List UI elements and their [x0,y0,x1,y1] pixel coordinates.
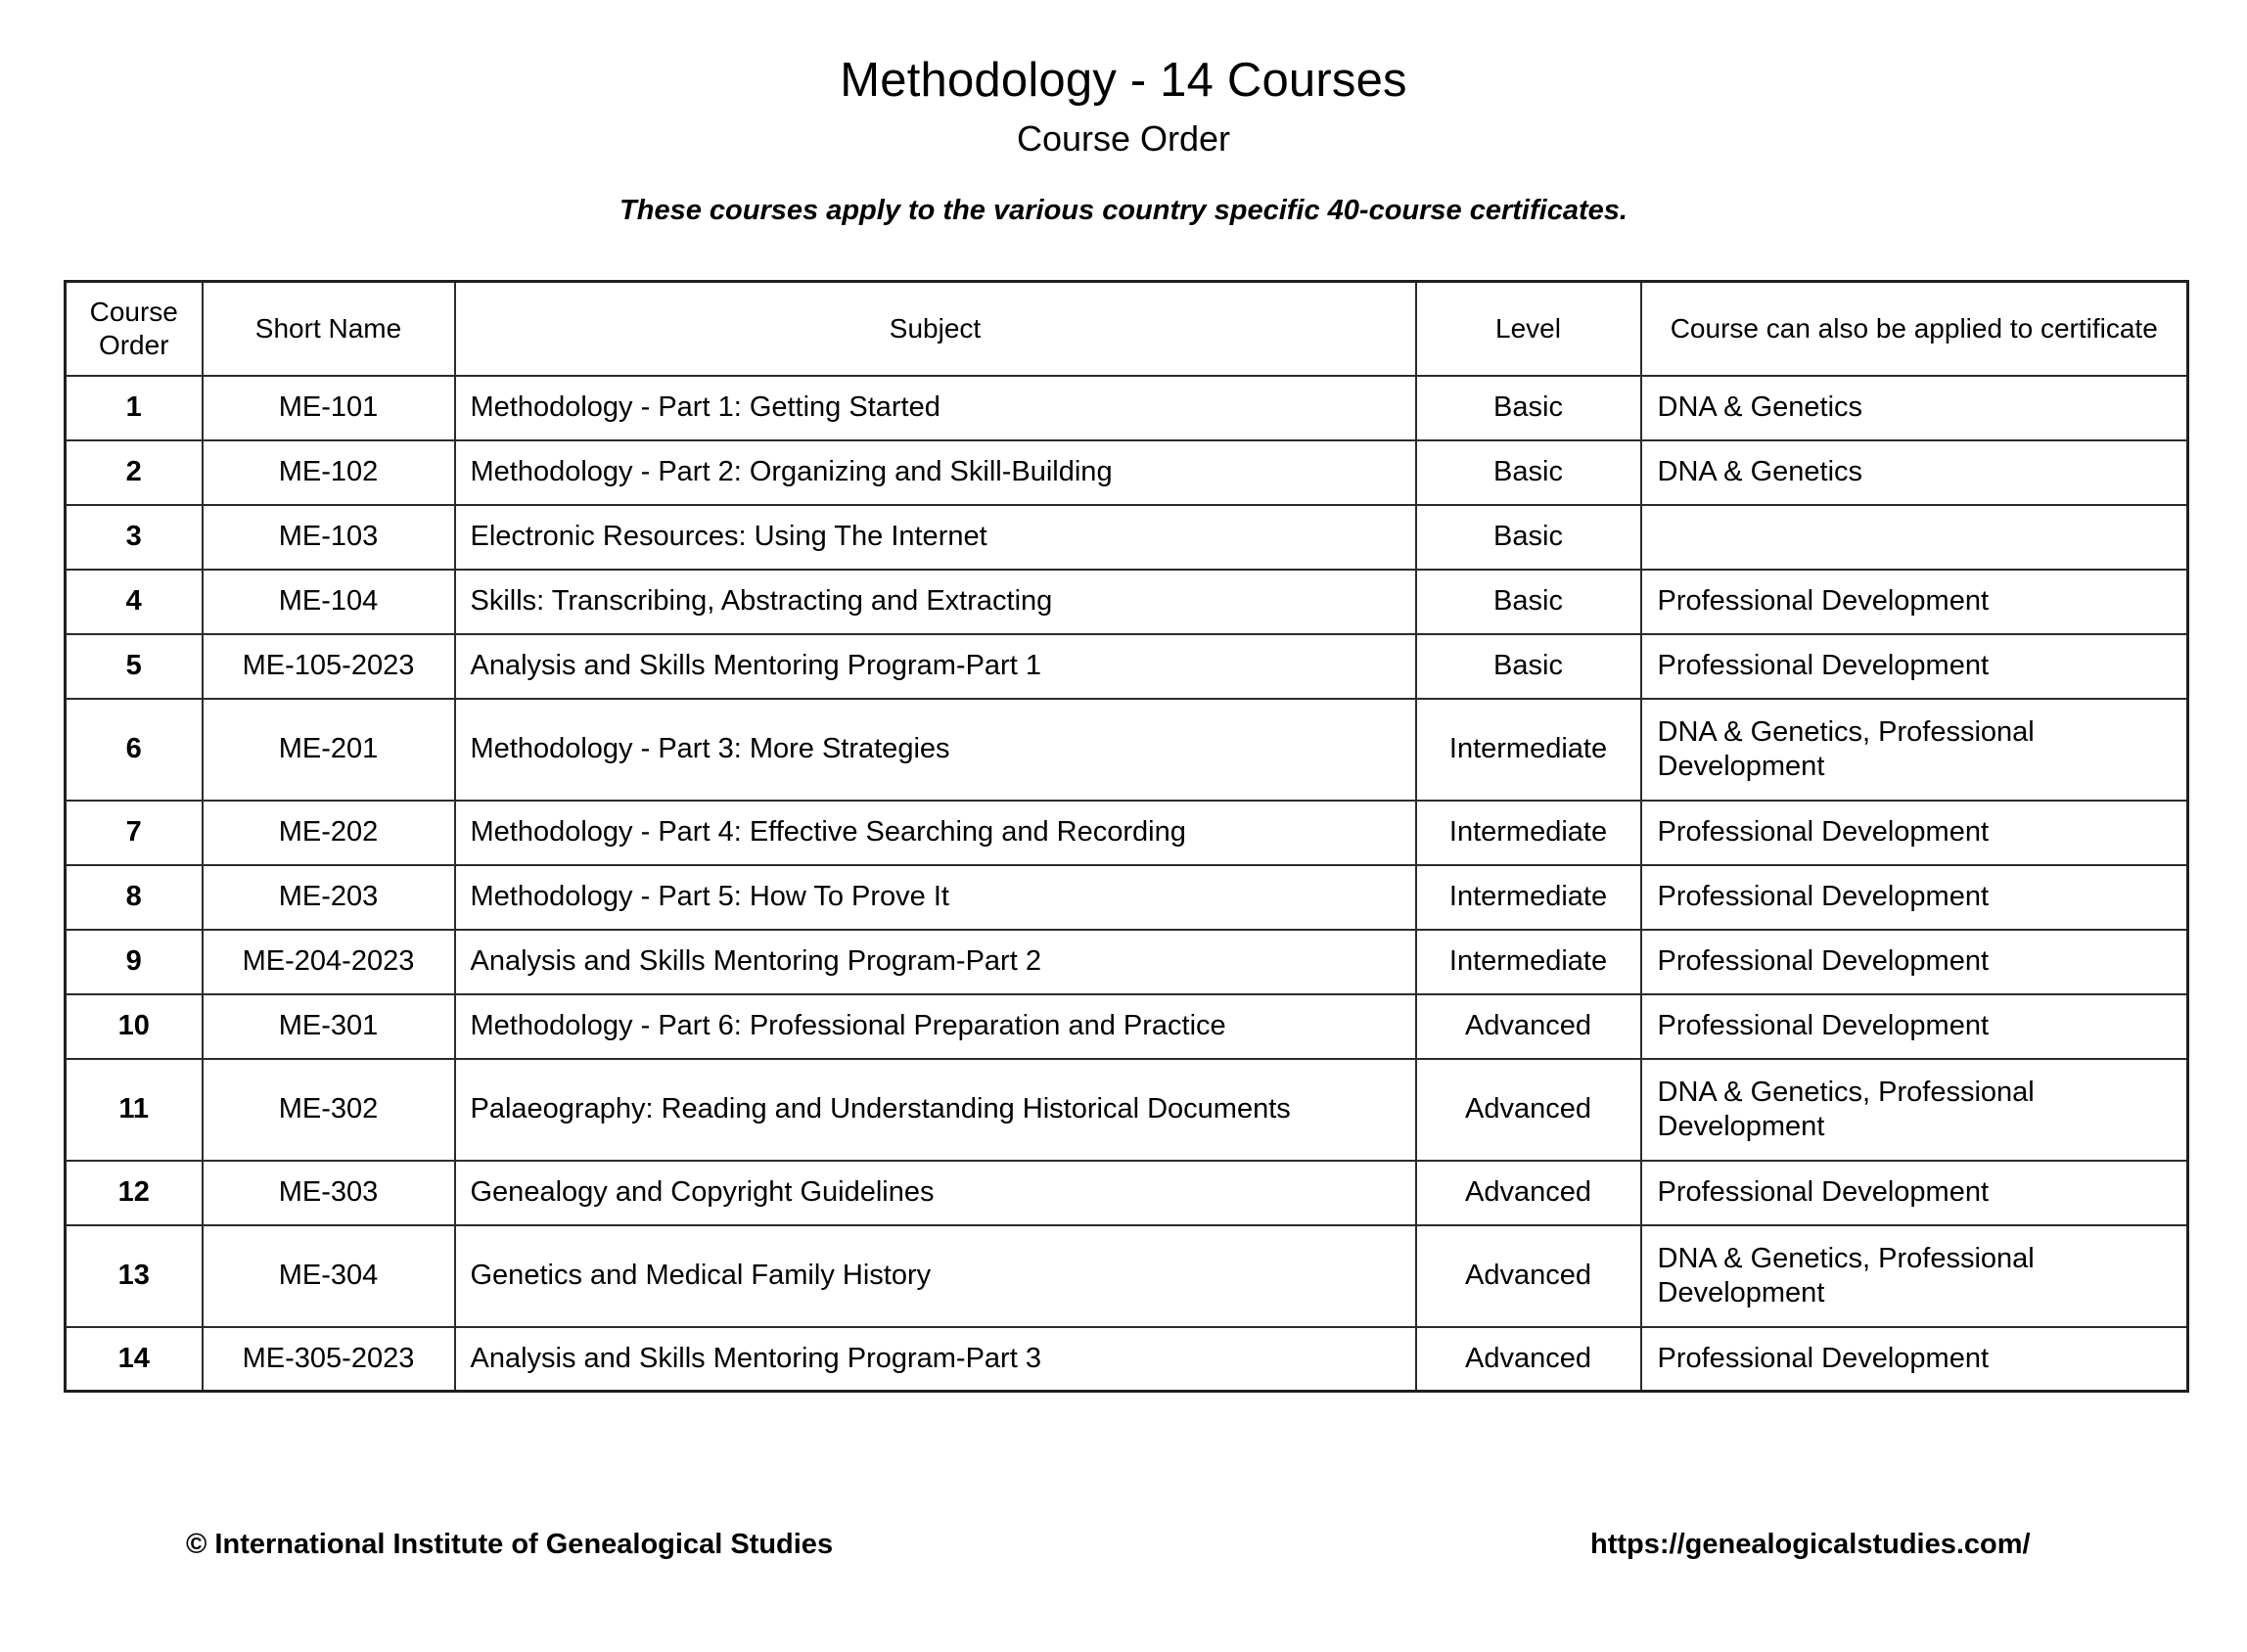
cell-subject: Analysis and Skills Mentoring Program-Part 1 [455,634,1416,699]
table-row [66,1225,2188,1327]
table-row [66,1161,2188,1225]
cell-short-name: ME-101 [203,376,455,440]
table-row [66,865,2188,930]
cell-level: Intermediate [1416,801,1641,865]
cell-course-order: 2 [66,440,203,505]
cell-subject: Methodology - Part 2: Organizing and Skill-Building [455,440,1416,505]
cell-certificate: Professional Development [1641,1161,2188,1225]
page-footer [0,1529,2247,1587]
cell-certificate: DNA & Genetics, Professional Development [1641,1059,2188,1161]
cell-level: Advanced [1416,1327,1641,1392]
cell-short-name: ME-103 [203,505,455,570]
cell-level: Intermediate [1416,930,1641,994]
page-title: Methodology - 14 Courses [840,54,1407,107]
cell-subject: Methodology - Part 6: Professional Preparation and Practice [455,994,1416,1059]
cell-certificate: DNA & Genetics, Professional Development [1641,699,2188,801]
cell-course-order: 14 [66,1327,203,1392]
page-subtitle: Course Order [1016,118,1231,160]
cell-subject: Methodology - Part 5: How To Prove It [455,865,1416,930]
cell-short-name: ME-102 [203,440,455,505]
cell-level: Basic [1416,376,1641,440]
heading-block [0,0,2247,227]
cell-subject: Methodology - Part 4: Effective Searching and Recording [455,801,1416,865]
cell-certificate: Professional Development [1641,801,2188,865]
column-header-certificate: Course can also be applied to certificate [1641,282,2188,376]
cell-certificate [1641,505,2188,570]
cell-course-order: 6 [66,699,203,801]
cell-short-name: ME-302 [203,1059,455,1161]
cell-course-order: 10 [66,994,203,1059]
cell-level: Advanced [1416,994,1641,1059]
table-header [66,282,2188,376]
cell-short-name: ME-204-2023 [203,930,455,994]
cell-course-order: 13 [66,1225,203,1327]
cell-short-name: ME-202 [203,801,455,865]
cell-short-name: ME-105-2023 [203,634,455,699]
cell-course-order: 12 [66,1161,203,1225]
course-table [64,280,2189,1393]
table-row [66,440,2188,505]
cell-certificate: DNA & Genetics [1641,376,2188,440]
cell-short-name: ME-203 [203,865,455,930]
cell-course-order: 7 [66,801,203,865]
cell-level: Advanced [1416,1225,1641,1327]
cell-subject: Methodology - Part 3: More Strategies [455,699,1416,801]
table-row [66,376,2188,440]
cell-level: Basic [1416,570,1641,634]
cell-course-order: 9 [66,930,203,994]
column-header-short-name: Short Name [203,282,455,376]
cell-course-order: 1 [66,376,203,440]
cell-subject: Electronic Resources: Using The Internet [455,505,1416,570]
table-row [66,634,2188,699]
table-row [66,801,2188,865]
cell-level: Basic [1416,505,1641,570]
cell-course-order: 11 [66,1059,203,1161]
table-row [66,994,2188,1059]
column-header-subject: Subject [455,282,1416,376]
cell-short-name: ME-303 [203,1161,455,1225]
column-header-level: Level [1416,282,1641,376]
cell-level: Advanced [1416,1059,1641,1161]
table-row [66,570,2188,634]
cell-level: Intermediate [1416,865,1641,930]
cell-course-order: 4 [66,570,203,634]
course-table-container [64,280,2188,1393]
table-row [66,930,2188,994]
table-row [66,505,2188,570]
table-body [66,376,2188,1392]
cell-certificate: Professional Development [1641,994,2188,1059]
cell-short-name: ME-104 [203,570,455,634]
cell-subject: Genetics and Medical Family History [455,1225,1416,1327]
column-header-course-order: Course Order [66,282,203,376]
footer-copyright: © International Institute of Genealogical Studies [186,1529,834,1560]
cell-subject: Genealogy and Copyright Guidelines [455,1161,1416,1225]
table-row [66,1327,2188,1392]
cell-level: Advanced [1416,1161,1641,1225]
cell-course-order: 5 [66,634,203,699]
cell-short-name: ME-301 [203,994,455,1059]
cell-certificate: DNA & Genetics, Professional Development [1641,1225,2188,1327]
cell-certificate: Professional Development [1641,930,2188,994]
cell-certificate: DNA & Genetics [1641,440,2188,505]
cell-certificate: Professional Development [1641,865,2188,930]
cell-certificate: Professional Development [1641,1327,2188,1392]
cell-certificate: Professional Development [1641,570,2188,634]
cell-short-name: ME-201 [203,699,455,801]
table-row [66,699,2188,801]
cell-subject: Palaeography: Reading and Understanding Historical Documents [455,1059,1416,1161]
table-row [66,1059,2188,1161]
footer-website: https://genealogicalstudies.com/ [1590,1529,2031,1560]
cell-subject: Skills: Transcribing, Abstracting and Extracting [455,570,1416,634]
cell-level: Intermediate [1416,699,1641,801]
cell-course-order: 3 [66,505,203,570]
cell-short-name: ME-304 [203,1225,455,1327]
cell-short-name: ME-305-2023 [203,1327,455,1392]
table-header-row [66,282,2188,376]
cell-subject: Analysis and Skills Mentoring Program-Part 3 [455,1327,1416,1392]
cell-subject: Methodology - Part 1: Getting Started [455,376,1416,440]
cell-certificate: Professional Development [1641,634,2188,699]
cell-level: Basic [1416,440,1641,505]
cell-subject: Analysis and Skills Mentoring Program-Part 2 [455,930,1416,994]
page-note: These courses apply to the various country specific 40-course certificates. [619,194,1628,226]
cell-course-order: 8 [66,865,203,930]
cell-level: Basic [1416,634,1641,699]
